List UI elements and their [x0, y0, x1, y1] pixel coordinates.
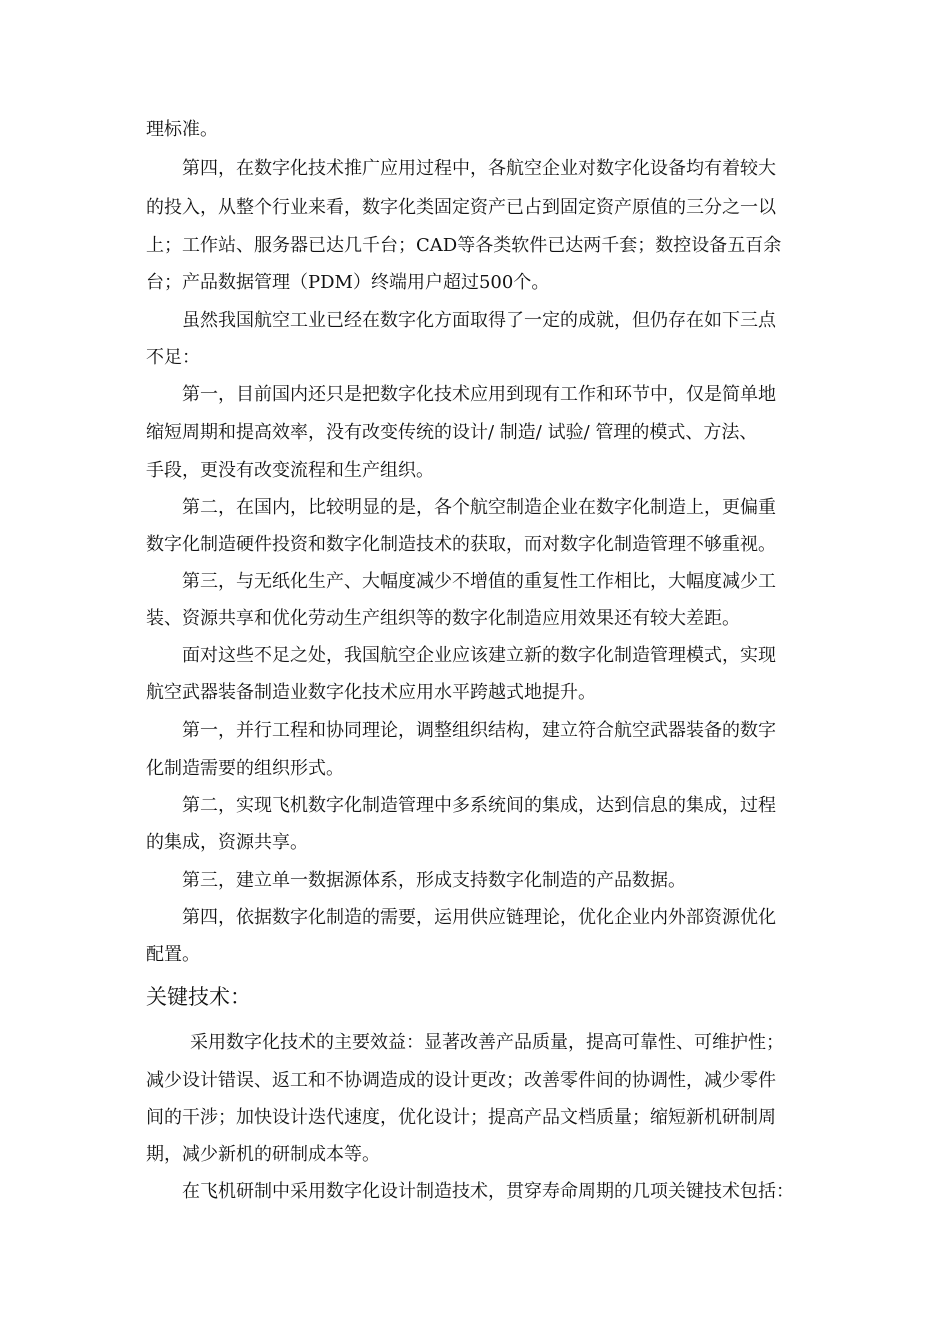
text-line: 的投入，从整个行业来看，数字化类固定资产已占到固定资产原值的三分之一以 — [146, 197, 776, 218]
text-line: 第一，目前国内还只是把数字化技术应用到现有工作和环节中，仅是简单地 — [182, 384, 776, 405]
text-line: 装、资源共享和优化劳动生产组织等的数字化制造应用效果还有较大差距。 — [146, 608, 740, 629]
text-line: 理标准。 — [146, 119, 218, 140]
text-line: 间的干涉；加快设计迭代速度，优化设计；提高产品文档质量；缩短新机研制周 — [146, 1107, 776, 1128]
text-line: 配置。 — [146, 944, 200, 965]
text-line: 缩短周期和提高效率，没有改变传统的设计/ 制造/ 试验/ 管理的模式、方法、 — [146, 422, 758, 443]
text-line: 减少设计错误、返工和不协调造成的设计更改；改善零件间的协调性，减少零件 — [146, 1070, 776, 1091]
text-line: 上；工作站、服务器已达几千台；CAD等各类软件已达两千套；数控设备五百余 — [146, 235, 782, 256]
text-line: 第四，在数字化技术推广应用过程中，各航空企业对数字化设备均有着较大 — [182, 158, 776, 179]
section-heading: 关键技术： — [146, 985, 251, 1009]
text-line: 航空武器装备制造业数字化技术应用水平跨越式地提升。 — [146, 682, 596, 703]
text-line: 第三，建立单一数据源体系，形成支持数字化制造的产品数据。 — [182, 870, 686, 891]
text-line: 第二，实现飞机数字化制造管理中多系统间的集成，达到信息的集成，过程 — [182, 795, 776, 816]
text-line: 第四，依据数字化制造的需要，运用供应链理论，优化企业内外部资源优化 — [182, 907, 776, 928]
text-line: 采用数字化技术的主要效益：显著改善产品质量，提高可靠性、可维护性； — [190, 1032, 784, 1053]
text-line: 不足： — [146, 347, 200, 368]
text-line: 台；产品数据管理（PDM）终端用户超过500个。 — [146, 272, 550, 293]
text-line: 第三，与无纸化生产、大幅度减少不增值的重复性工作相比，大幅度减少工 — [182, 571, 776, 592]
text-line: 面对这些不足之处，我国航空企业应该建立新的数字化制造管理模式，实现 — [182, 645, 776, 666]
text-line: 在飞机研制中采用数字化设计制造技术，贯穿寿命周期的几项关键技术包括： — [182, 1181, 794, 1202]
text-line: 数字化制造硬件投资和数字化制造技术的获取，而对数字化制造管理不够重视。 — [146, 534, 776, 555]
text-line: 手段，更没有改变流程和生产组织。 — [146, 460, 434, 481]
text-line: 期，减少新机的研制成本等。 — [146, 1144, 380, 1165]
text-line: 虽然我国航空工业已经在数字化方面取得了一定的成就，但仍存在如下三点 — [182, 310, 776, 331]
text-line: 第一，并行工程和协同理论，调整组织结构，建立符合航空武器装备的数字 — [182, 720, 776, 741]
text-line: 的集成，资源共享。 — [146, 832, 308, 853]
text-line: 第二，在国内，比较明显的是，各个航空制造企业在数字化制造上，更偏重 — [182, 497, 776, 518]
text-line: 化制造需要的组织形式。 — [146, 758, 344, 779]
